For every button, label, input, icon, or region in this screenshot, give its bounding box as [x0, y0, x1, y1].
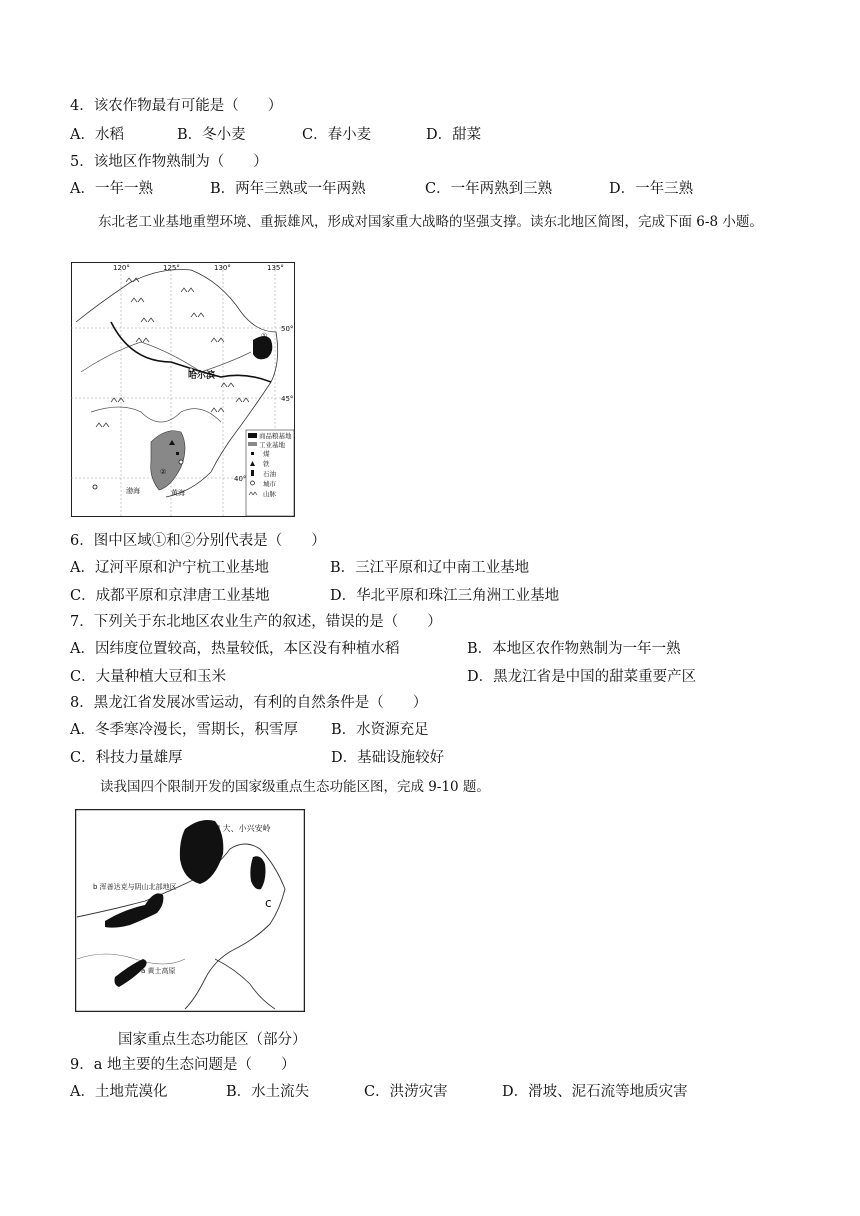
q4-stem: 4．该农作物最有可能是（ ） — [70, 98, 283, 114]
q8-option-d: D．基础设施较好 — [331, 750, 445, 766]
svg-text:石油: 石油 — [263, 470, 276, 478]
svg-text:城市: 城市 — [263, 480, 276, 488]
q5-stem: 5．该地区作物熟制为（ ） — [70, 154, 268, 170]
zone-c-label: c — [265, 896, 272, 910]
svg-text:铁: 铁 — [263, 460, 270, 468]
city-harbin: 哈尔滨 — [188, 371, 216, 381]
q4-option-c: C．春小麦 — [302, 127, 372, 143]
sea-bohai: 渤海 — [126, 487, 140, 495]
lon-135: 135° — [267, 264, 284, 272]
q6-stem: 6．图中区域①和②分别代表是（ ） — [70, 533, 326, 549]
q5-option-b: B．两年三熟或一年两熟 — [210, 181, 366, 197]
q7-option-c: C．大量种植大豆和玉米 — [70, 669, 227, 685]
svg-text:工业基地: 工业基地 — [259, 441, 285, 449]
eco-zones-map — [75, 809, 305, 1012]
region-1-label: ① — [261, 332, 268, 340]
q8-option-a: A．冬季寒冷漫长，雪期长，积雪厚 — [70, 722, 298, 738]
q4-option-d: D．甜菜 — [426, 127, 482, 143]
q9-option-d: D．滑坡、泥石流等地质灾害 — [502, 1084, 688, 1100]
q5-option-c: C．一年两熟到三熟 — [425, 181, 553, 197]
map2-caption: 国家重点生态功能区（部分） — [118, 1032, 307, 1048]
lon-120: 120° — [113, 264, 130, 272]
zone-a-label: a 黄土高原 — [141, 967, 176, 975]
q6-option-a: A．辽河平原和沪宁杭工业基地 — [70, 560, 269, 576]
q4-option-a: A．水稻 — [70, 127, 124, 143]
q8-option-b: B．水资源充足 — [331, 722, 429, 738]
lat-45: 45° — [281, 395, 294, 403]
northeast-china-map — [71, 262, 295, 517]
map-legend — [246, 430, 294, 516]
q8-option-c: C．科技力量雄厚 — [70, 750, 183, 766]
lon-130: 130° — [214, 264, 231, 272]
region-2-label: ② — [160, 468, 167, 476]
q4-option-b: B．冬小麦 — [177, 127, 246, 143]
q6-option-c: C．成都平原和京津唐工业基地 — [70, 588, 270, 604]
q9-stem: 9．a 地主要的生态问题是（ ） — [70, 1057, 296, 1073]
q7-option-a: A．因纬度位置较高，热量较低，本区没有种植水稻 — [70, 641, 400, 657]
q7-option-b: B．本地区农作物熟制为一年一熟 — [467, 641, 681, 657]
svg-text:商品粮基地: 商品粮基地 — [259, 432, 292, 440]
zone-d-label: d 大、小兴安岭 — [215, 824, 271, 833]
q7-option-d: D．黑龙江省是中国的甜菜重要产区 — [467, 669, 697, 685]
svg-text:煤: 煤 — [263, 450, 270, 458]
q5-option-d: D．一年三熟 — [609, 181, 694, 197]
lat-40: 40° — [234, 475, 247, 483]
lon-125: 125° — [163, 264, 180, 272]
svg-text:山脉: 山脉 — [263, 490, 276, 498]
q6-option-b: B．三江平原和辽中南工业基地 — [330, 560, 530, 576]
lat-50: 50° — [281, 325, 294, 333]
q9-option-c: C．洪涝灾害 — [364, 1084, 448, 1100]
q8-stem: 8．黑龙江省发展冰雪运动，有利的自然条件是（ ） — [70, 695, 428, 711]
sea-huanghai: 黄海 — [171, 489, 185, 497]
q7-stem: 7．下列关于东北地区农业生产的叙述，错误的是（ ） — [70, 614, 442, 630]
q6-option-d: D．华北平原和珠江三角洲工业基地 — [330, 588, 560, 604]
intro-6-8: 东北老工业基地重塑环境、重振雄风，形成对国家重大战略的坚强支撑。读东北地区简图，完成下面 6-8 小题。 — [98, 214, 763, 230]
zone-b-label: b 浑善达克与阴山北部地区 — [93, 883, 177, 891]
q5-option-a: A．一年一熟 — [70, 181, 153, 197]
q9-option-b: B．水土流失 — [226, 1084, 310, 1100]
intro-9-10: 读我国四个限制开发的国家级重点生态功能区图，完成 9-10 题。 — [100, 779, 490, 795]
q9-option-a: A．土地荒漠化 — [70, 1084, 168, 1100]
